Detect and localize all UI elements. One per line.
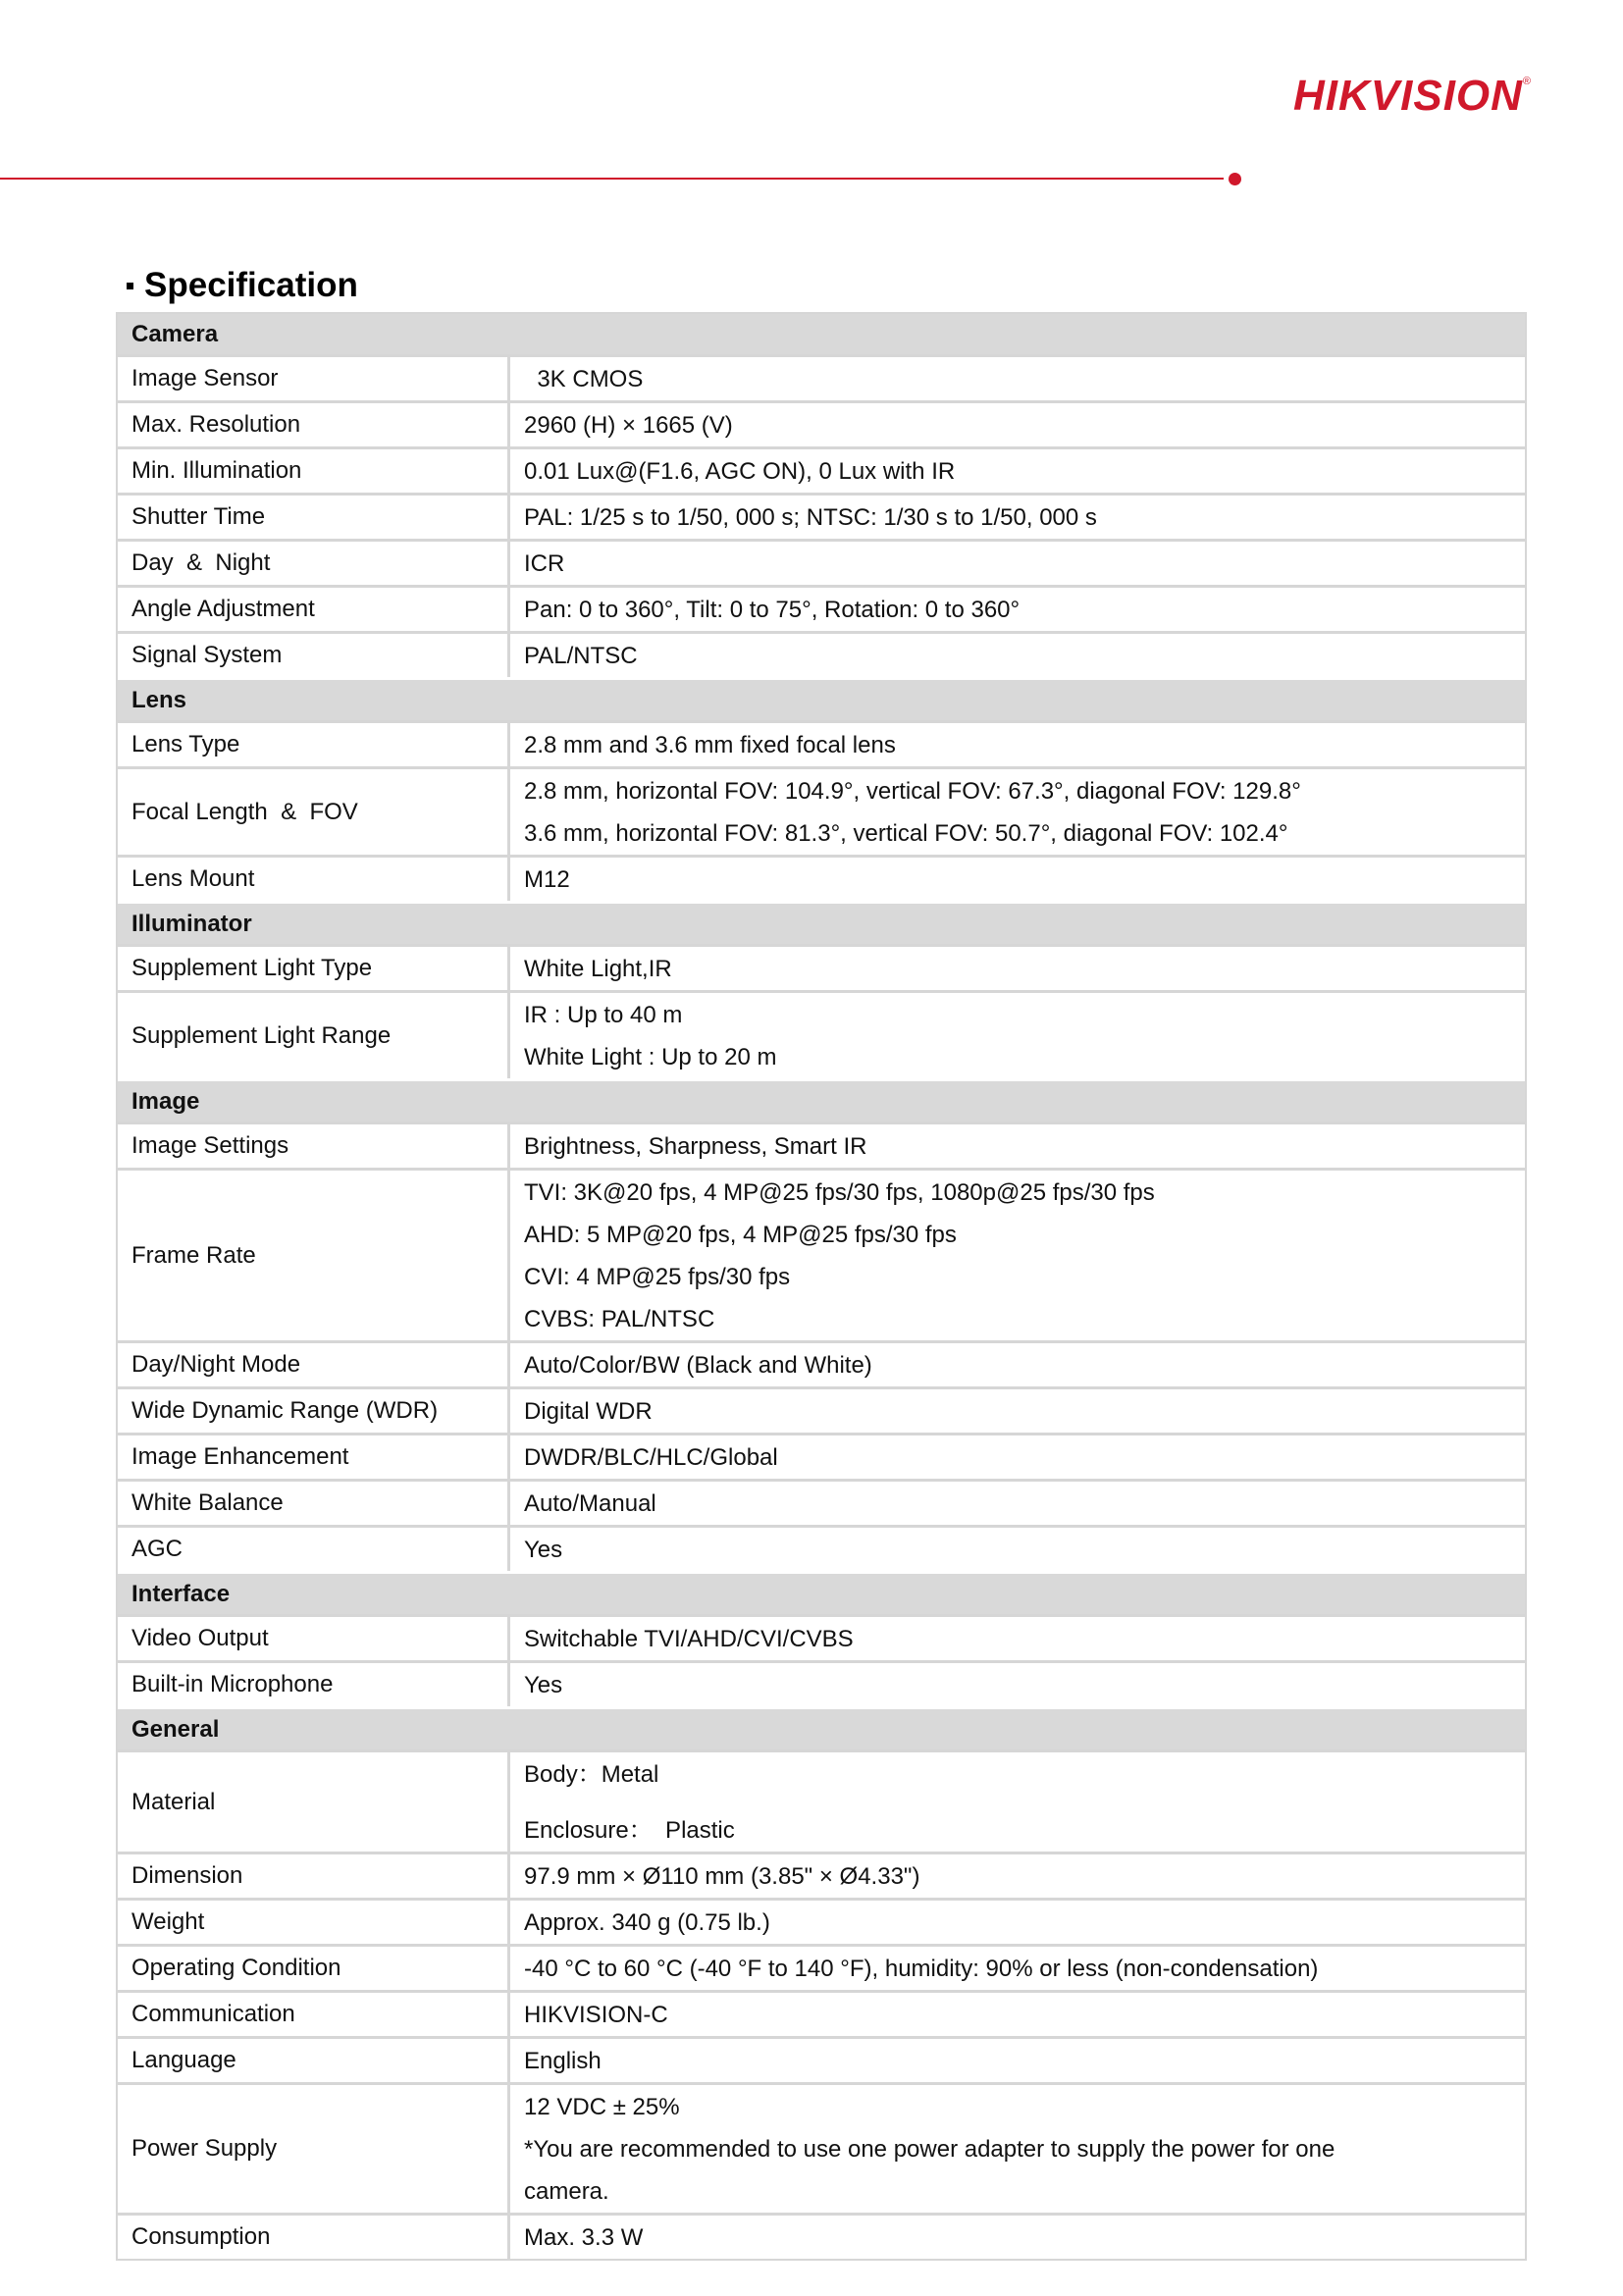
- section-header-camera: Camera: [118, 314, 1525, 354]
- row-value-line: Pan: 0 to 360°, Tilt: 0 to 75°, Rotation: 0 to 360°: [524, 596, 1021, 623]
- table-row: [118, 1990, 1525, 2036]
- row-label: Language: [118, 2039, 510, 2082]
- row-value-line: *You are recommended to use one power adapter to supply the power for one: [524, 2135, 1335, 2163]
- row-value: [510, 2085, 1525, 2213]
- table-row: [118, 1433, 1525, 1479]
- row-label: Material: [118, 1752, 510, 1852]
- row-label: Angle Adjustment: [118, 588, 510, 631]
- table-row: [118, 1898, 1525, 1944]
- row-value-line: IR : Up to 40 m: [524, 1001, 683, 1028]
- bullet-icon: [127, 283, 133, 289]
- row-label: Focal Length & FOV: [118, 769, 510, 855]
- row-value-line: Body：Metal: [524, 1760, 659, 1788]
- table-row: [118, 400, 1525, 446]
- row-value: [510, 1663, 1525, 1706]
- row-label: Frame Rate: [118, 1171, 510, 1340]
- table-row: [118, 585, 1525, 631]
- row-value-line: English: [524, 2047, 602, 2074]
- row-value: [510, 542, 1525, 585]
- row-label: AGC: [118, 1528, 510, 1571]
- table-row: [118, 1340, 1525, 1386]
- table-row: [118, 855, 1525, 901]
- row-label: Day/Night Mode: [118, 1343, 510, 1386]
- table-row: [118, 1168, 1525, 1340]
- table-row: [118, 1525, 1525, 1571]
- row-label: Power Supply: [118, 2085, 510, 2213]
- row-value-line: 12 VDC ± 25%: [524, 2093, 680, 2120]
- row-value-line: PAL: 1/25 s to 1/50, 000 s; NTSC: 1/30 s to 1/50, 000 s: [524, 503, 1097, 531]
- section-header-lens: Lens: [118, 677, 1525, 720]
- row-value: [510, 993, 1525, 1078]
- row-value: [510, 1901, 1525, 1944]
- row-value: [510, 634, 1525, 677]
- table-row: [118, 539, 1525, 585]
- row-label: Communication: [118, 1993, 510, 2036]
- row-label: Min. Illumination: [118, 449, 510, 493]
- hikvision-logo: HIKVISION®: [1293, 72, 1533, 120]
- specification-heading: [127, 266, 358, 305]
- row-label: Weight: [118, 1901, 510, 1944]
- row-label: Video Output: [118, 1617, 510, 1660]
- row-label: Max. Resolution: [118, 403, 510, 446]
- row-value-line: Max. 3.3 W: [524, 2223, 644, 2251]
- section-header-general: General: [118, 1706, 1525, 1749]
- row-value: [510, 588, 1525, 631]
- table-row: [118, 766, 1525, 855]
- row-value-line: Auto/Manual: [524, 1489, 656, 1517]
- row-value: [510, 1528, 1525, 1571]
- row-label: Consumption: [118, 2216, 510, 2259]
- row-value-line: White Light : Up to 20 m: [524, 1043, 777, 1070]
- row-value-line: 3K CMOS: [524, 365, 644, 392]
- row-value-line: Yes: [524, 1536, 563, 1563]
- row-value: [510, 723, 1525, 766]
- table-row: [118, 720, 1525, 766]
- row-value-line: 3.6 mm, horizontal FOV: 81.3°, vertical FOV: 50.7°, diagonal FOV: 102.4°: [524, 819, 1288, 847]
- table-row: [118, 1660, 1525, 1706]
- row-label: Image Settings: [118, 1124, 510, 1168]
- row-value-line: 2960 (H) × 1665 (V): [524, 411, 733, 439]
- row-value: [510, 1343, 1525, 1386]
- row-value: [510, 1171, 1525, 1340]
- table-row: [118, 990, 1525, 1078]
- row-value: [510, 1124, 1525, 1168]
- header-rule-dot: [1229, 173, 1241, 185]
- row-value-line: TVI: 3K@20 fps, 4 MP@25 fps/30 fps, 1080p@25 fps/30 fps: [524, 1178, 1155, 1206]
- specification-table: [116, 312, 1527, 2261]
- row-value: [510, 1617, 1525, 1660]
- table-row: [118, 493, 1525, 539]
- row-label: Operating Condition: [118, 1947, 510, 1990]
- row-value-line: 97.9 mm × Ø110 mm (3.85" × Ø4.33"): [524, 1862, 920, 1890]
- row-value: [510, 1752, 1525, 1852]
- row-label: Built-in Microphone: [118, 1663, 510, 1706]
- row-label: Supplement Light Type: [118, 947, 510, 990]
- row-value-line: 2.8 mm and 3.6 mm fixed focal lens: [524, 731, 896, 758]
- row-label: Image Enhancement: [118, 1435, 510, 1479]
- table-row: [118, 1944, 1525, 1990]
- header-rule: [0, 178, 1224, 180]
- row-value: [510, 947, 1525, 990]
- row-value-line: camera.: [524, 2177, 609, 2205]
- row-value: [510, 2216, 1525, 2259]
- row-label: Image Sensor: [118, 357, 510, 400]
- row-value-line: M12: [524, 865, 570, 893]
- table-row: [118, 1386, 1525, 1433]
- row-value-line: 2.8 mm, horizontal FOV: 104.9°, vertical FOV: 67.3°, diagonal FOV: 129.8°: [524, 777, 1301, 805]
- row-label: Supplement Light Range: [118, 993, 510, 1078]
- row-value: [510, 1389, 1525, 1433]
- row-value-line: -40 °C to 60 °C (-40 °F to 140 °F), humidity: 90% or less (non-condensation): [524, 1955, 1319, 1982]
- table-row: [118, 1479, 1525, 1525]
- table-row: [118, 354, 1525, 400]
- row-value: [510, 2039, 1525, 2082]
- table-row: [118, 1749, 1525, 1852]
- table-row: [118, 2213, 1525, 2259]
- table-row: [118, 2082, 1525, 2213]
- row-value-line: Digital WDR: [524, 1397, 653, 1425]
- row-value-line: ICR: [524, 549, 565, 577]
- row-value-line: DWDR/BLC/HLC/Global: [524, 1443, 778, 1471]
- table-row: [118, 446, 1525, 493]
- row-value-line: CVBS: PAL/NTSC: [524, 1305, 715, 1332]
- row-label: Day & Night: [118, 542, 510, 585]
- row-label: White Balance: [118, 1482, 510, 1525]
- row-label: Wide Dynamic Range (WDR): [118, 1389, 510, 1433]
- row-value-line: White Light,IR: [524, 955, 672, 982]
- row-value: [510, 769, 1525, 855]
- row-value-line: AHD: 5 MP@20 fps, 4 MP@25 fps/30 fps: [524, 1221, 957, 1248]
- table-row: [118, 1122, 1525, 1168]
- row-value-line: HIKVISION-C: [524, 2001, 668, 2028]
- row-value: [510, 1435, 1525, 1479]
- row-value-line: CVI: 4 MP@25 fps/30 fps: [524, 1263, 791, 1290]
- table-row: [118, 1852, 1525, 1898]
- row-value-line: Auto/Color/BW (Black and White): [524, 1351, 872, 1379]
- table-row: [118, 1614, 1525, 1660]
- row-label: Signal System: [118, 634, 510, 677]
- row-value-line: Yes: [524, 1671, 563, 1698]
- row-value: [510, 403, 1525, 446]
- row-value-line: Approx. 340 g (0.75 lb.): [524, 1908, 770, 1936]
- section-header-illuminator: Illuminator: [118, 901, 1525, 944]
- row-value-line: Brightness, Sharpness, Smart IR: [524, 1132, 867, 1160]
- row-label: Dimension: [118, 1854, 510, 1898]
- row-value: [510, 496, 1525, 539]
- row-label: Shutter Time: [118, 496, 510, 539]
- row-value-line: 0.01 Lux@(F1.6, AGC ON), 0 Lux with IR: [524, 457, 956, 485]
- table-row: [118, 944, 1525, 990]
- row-value: [510, 858, 1525, 901]
- row-label: Lens Type: [118, 723, 510, 766]
- table-row: [118, 631, 1525, 677]
- row-value: [510, 357, 1525, 400]
- section-header-interface: Interface: [118, 1571, 1525, 1614]
- row-value-line: PAL/NTSC: [524, 642, 638, 669]
- row-value: [510, 1947, 1525, 1990]
- row-value: [510, 1482, 1525, 1525]
- section-header-image: Image: [118, 1078, 1525, 1122]
- row-value: [510, 1993, 1525, 2036]
- row-value-line: Switchable TVI/AHD/CVI/CVBS: [524, 1625, 854, 1652]
- row-label: Lens Mount: [118, 858, 510, 901]
- row-value-line: Enclosure： Plastic: [524, 1816, 735, 1844]
- table-row: [118, 2036, 1525, 2082]
- row-value: [510, 449, 1525, 493]
- row-value: [510, 1854, 1525, 1898]
- specification-title: Specification: [144, 266, 358, 304]
